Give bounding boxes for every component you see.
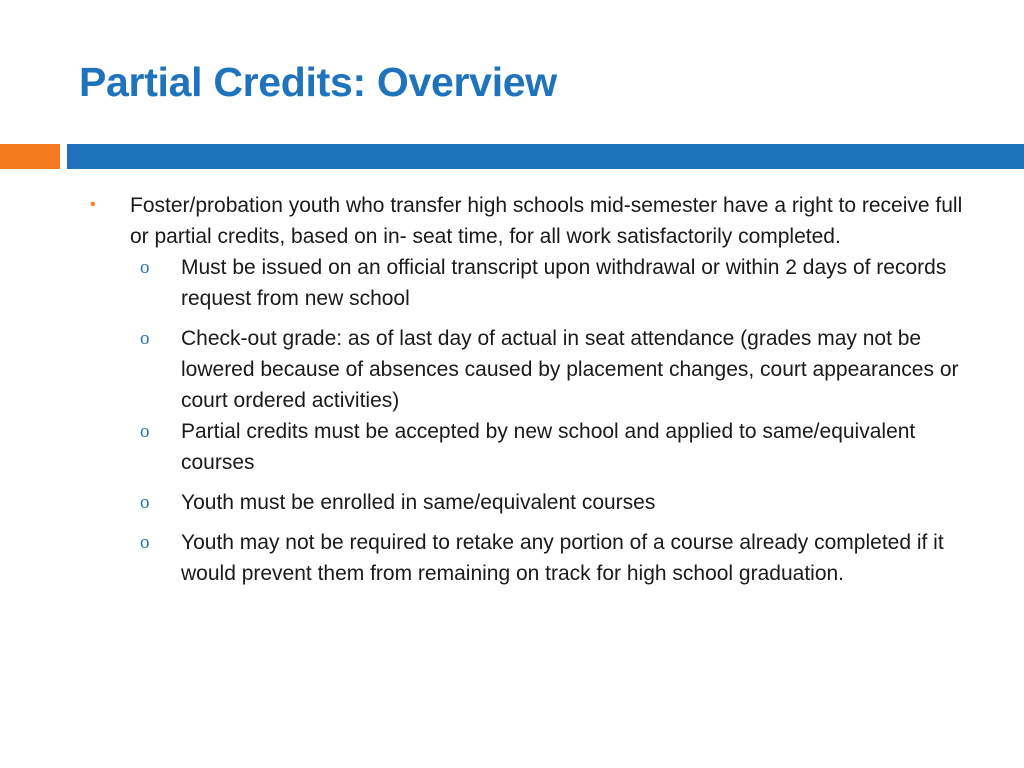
- sub-bullet-text: Youth must be enrolled in same/equivalent courses: [181, 491, 656, 514]
- sub-bullet-item: [88, 252, 983, 314]
- sub-bullet-text: Must be issued on an official transcript upon withdrawal or within 2 days of records request from new school: [181, 256, 947, 310]
- circle-bullet-icon: o: [140, 328, 150, 349]
- sub-bullet-item: [88, 527, 983, 589]
- sub-bullet-item: [88, 416, 983, 478]
- bullet-item: [88, 190, 983, 252]
- sub-bullet-text: Partial credits must be accepted by new school and applied to same/equivalent courses: [181, 420, 916, 474]
- accent-bar-orange: [0, 144, 60, 169]
- bullet-dot-icon: •: [90, 196, 96, 213]
- circle-bullet-icon: o: [140, 492, 150, 513]
- sub-bullet-text: Youth may not be required to retake any portion of a course already completed if it would prevent them from remaining on track for high school graduation.: [181, 531, 944, 585]
- slide-title: Partial Credits: Overview: [79, 59, 557, 105]
- slide-content: [88, 190, 983, 589]
- sub-bullet-item: [88, 487, 983, 518]
- circle-bullet-icon: o: [140, 421, 150, 442]
- circle-bullet-icon: o: [140, 532, 150, 553]
- sub-bullet-item: [88, 323, 983, 416]
- sub-bullet-text: Check-out grade: as of last day of actual in seat attendance (grades may not be lowered because of absences caused by placement changes, court appearances or court ordered activities): [181, 327, 959, 412]
- bullet-text: Foster/probation youth who transfer high schools mid-semester have a right to receive full or partial credits, based on in- seat time, for all work satisfactorily completed.: [130, 194, 963, 248]
- accent-bar-blue: [67, 144, 1024, 169]
- circle-bullet-icon: o: [140, 257, 150, 278]
